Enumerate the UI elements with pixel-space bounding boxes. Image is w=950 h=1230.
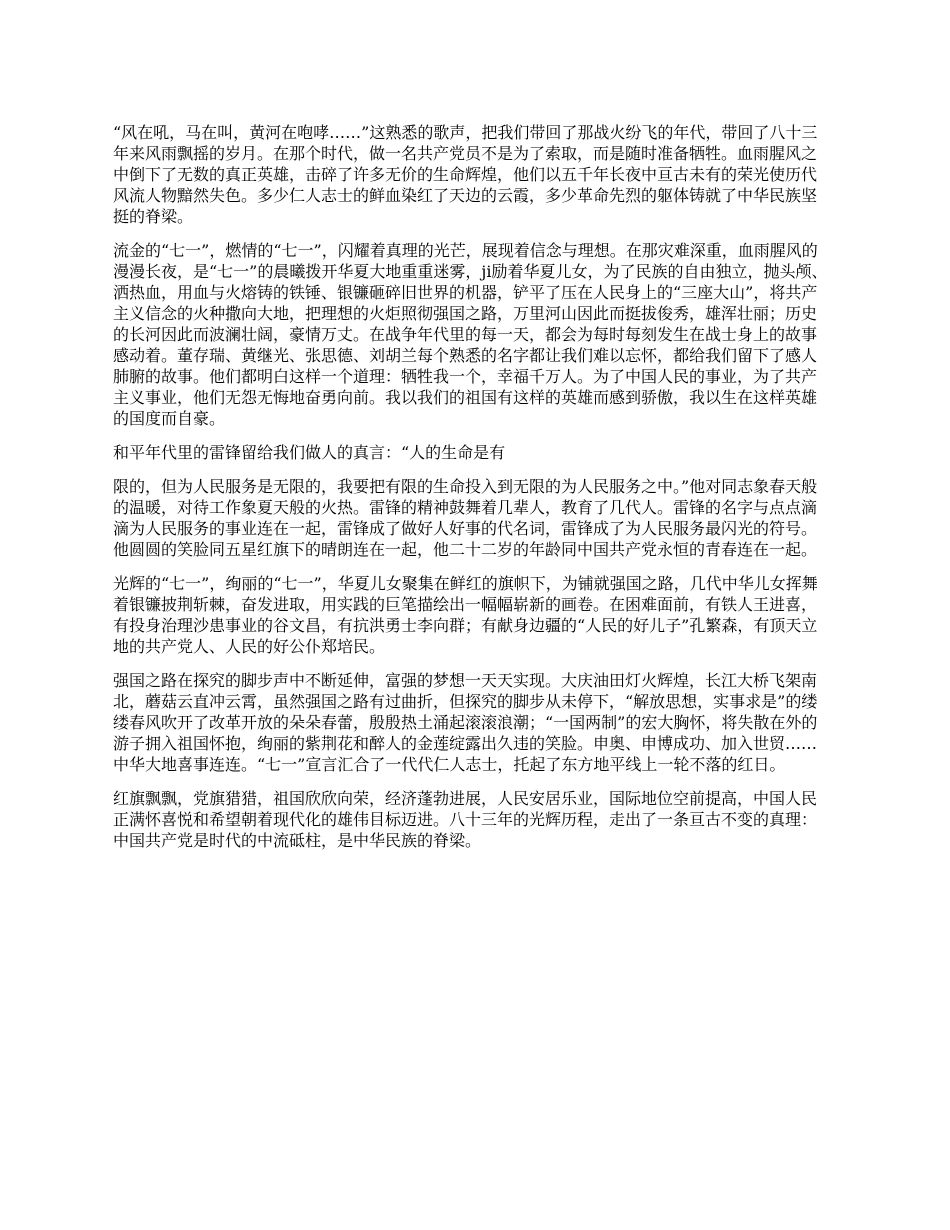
paragraph-4: 限的，但为人民服务是无限的，我要把有限的生命投入到无限的为人民服务之中。”他对同志象春天般的温暖，对待工作象夏天般的火热。雷锋的精神鼓舞着几辈人，教育了几代人。雷锋的名字与点点滴滴为人民服务的事业连在一起，雷锋成了做好人好事的代名词，雷锋成了为人民服务最闪光的符号。他圆圆的笑脸同五星红旗下的晴朗连在一起，他二十二岁的年龄同中国共产党永恒的青春连在一起。 — [113, 477, 818, 559]
paragraph-6: 强国之路在探究的脚步声中不断延伸，富强的梦想一天天实现。大庆油田灯火辉煌，长江大桥飞架南北，蘑菇云直冲云霄，虽然强国之路有过曲折，但探究的脚步从未停下，“解放思想，实事求是”的缕缕春风吹开了改革开放的朵朵春蕾，殷殷热土涌起滚滚浪潮；“一国两制”的宏大胸怀，将失散在外的游子拥入祖国怀抱，绚丽的紫荆花和醉人的金莲绽露出久违的笑脸。申奥、申博成功、加入世贸……中华大地喜事连连。“七一”宣言汇合了一代代仁人志士，托起了东方地平线上一轮不落的红日。 — [113, 671, 818, 774]
paragraph-1: “风在吼，马在叫，黄河在咆哮……”这熟悉的歌声，把我们带回了那战火纷飞的年代，带回了八十三年来风雨飘摇的岁月。在那个时代，做一名共产党员不是为了索取，而是随时准备牺牲。血雨腥风之中倒下了无数的真正英雄，击碎了许多无价的生命辉煌，他们以五千年长夜中亘古未有的荣光使历代风流人物黯然失色。多少仁人志士的鲜血染红了天边的云霞，多少革命先烈的躯体铸就了中华民族坚挺的脊梁。 — [113, 123, 818, 226]
paragraph-2: 流金的“七一”，燃情的“七一”，闪耀着真理的光芒，展现着信念与理想。在那灾难深重，血雨腥风的漫漫长夜，是“七一”的晨曦拨开华夏大地重重迷雾，ji励着华夏儿女，为了民族的自由独立，抛头颅、洒热血，用血与火熔铸的铁锤、银镰砸碎旧世界的机器，铲平了压在人民身上的“三座大山”，将共产主义信念的火种撒向大地，把理想的火炬照彻强国之路，万里河山因此而挺拔俊秀，雄浑壮丽；历史的长河因此而波澜壮阔，豪情万丈。在战争年代里的每一天，都会为每时每刻发生在战士身上的故事感动着。董存瑞、黄继光、张思德、刘胡兰每个熟悉的名字都让我们难以忘怀，都给我们留下了感人肺腑的故事。他们都明白这样一个道理：牺牲我一个，幸福千万人。为了中国人民的事业，为了共产主义事业，他们无怨无悔地奋勇向前。我以我们的祖国有这样的英雄而感到骄傲，我以生在这样英雄的国度而自豪。 — [113, 241, 828, 428]
paragraph-7: 红旗飘飘，党旗猎猎，祖国欣欣向荣，经济蓬勃进展，人民安居乐业，国际地位空前提高，中国人民正满怀喜悦和希望朝着现代化的雄伟目标迈进。八十三年的光辉历程，走出了一条亘古不变的真理：中国共产党是时代的中流砥柱，是中华民族的脊梁。 — [113, 789, 818, 850]
document-body — [113, 122, 828, 864]
paragraph-3: 和平年代里的雷锋留给我们做人的真言：“人的生命是有 — [113, 443, 506, 462]
paragraph-5: 光辉的“七一”，绚丽的“七一”，华夏儿女聚集在鲜红的旗帜下，为铺就强国之路，几代中华儿女挥舞着银镰披荆斩棘，奋发进取，用实践的巨笔描绘出一幅幅崭新的画卷。在困难面前，有铁人王进喜，有投身治理沙患事业的谷文昌，有抗洪勇士李向群；有献身边疆的“人民的好儿子”孔繁森，有顶天立地的共产党人、人民的好公仆郑培民。 — [113, 574, 818, 656]
